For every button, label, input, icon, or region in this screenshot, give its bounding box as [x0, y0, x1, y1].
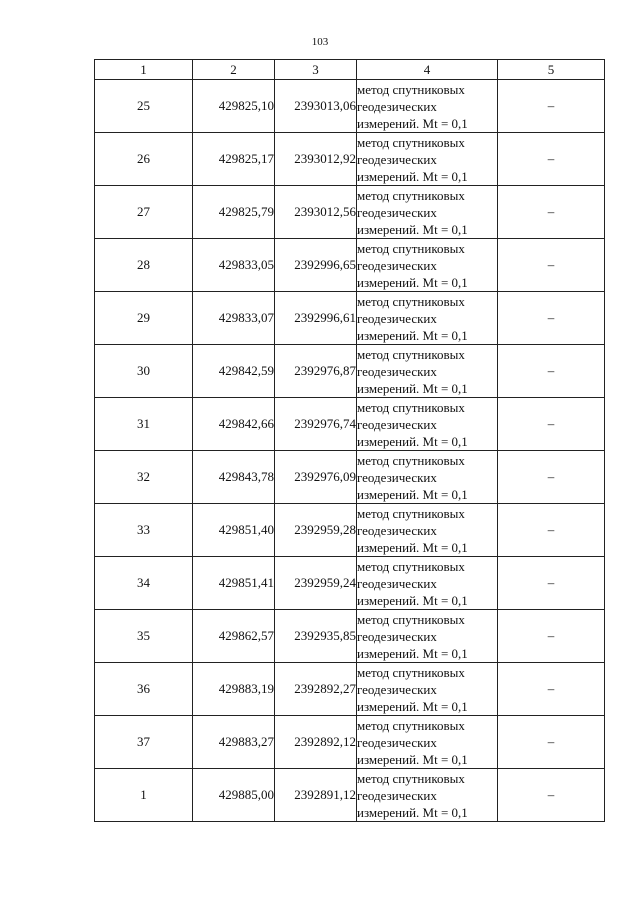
- method-line: геодезических: [357, 628, 437, 644]
- coord-x-cell: 429825,17: [193, 133, 275, 186]
- note-cell: –: [498, 769, 605, 822]
- note-cell: –: [498, 398, 605, 451]
- coord-y-cell: 2392996,65: [275, 239, 357, 292]
- note-cell: –: [498, 345, 605, 398]
- method-line: геодезических: [357, 204, 437, 220]
- note-cell: –: [498, 80, 605, 133]
- note-cell: –: [498, 716, 605, 769]
- method-line: метод спутниковых: [357, 240, 465, 256]
- method-line: геодезических: [357, 98, 437, 114]
- coord-x-cell: 429825,10: [193, 80, 275, 133]
- method-line: метод спутниковых: [357, 187, 465, 203]
- coordinates-table: [94, 59, 605, 822]
- note-cell: –: [498, 239, 605, 292]
- method-line: геодезических: [357, 522, 437, 538]
- note-cell: –: [498, 504, 605, 557]
- coord-y-cell: 2393013,06: [275, 80, 357, 133]
- coord-x-cell: 429843,78: [193, 451, 275, 504]
- table-row: [95, 345, 605, 398]
- point-number-cell: 33: [95, 504, 193, 557]
- coord-x-cell: 429862,57: [193, 610, 275, 663]
- table-row: [95, 610, 605, 663]
- point-number-cell: 32: [95, 451, 193, 504]
- coord-x-cell: 429883,27: [193, 716, 275, 769]
- table-row: [95, 716, 605, 769]
- method-cell: [357, 345, 498, 398]
- coord-x-cell: 429833,07: [193, 292, 275, 345]
- method-line: измерений. Mt = 0,1: [357, 433, 468, 449]
- method-line: измерений. Mt = 0,1: [357, 327, 468, 343]
- point-number-cell: 28: [95, 239, 193, 292]
- header-col-2: 2: [193, 60, 275, 80]
- coord-y-cell: 2392976,87: [275, 345, 357, 398]
- table-row: [95, 451, 605, 504]
- method-cell: [357, 133, 498, 186]
- coord-x-cell: 429825,79: [193, 186, 275, 239]
- coord-y-cell: 2392996,61: [275, 292, 357, 345]
- method-cell: [357, 451, 498, 504]
- method-line: геодезических: [357, 787, 437, 803]
- point-number-cell: 26: [95, 133, 193, 186]
- header-col-3: 3: [275, 60, 357, 80]
- header-row: [95, 60, 605, 80]
- table-row: [95, 133, 605, 186]
- page-number: 103: [311, 36, 329, 48]
- note-cell: –: [498, 451, 605, 504]
- coord-y-cell: 2392959,28: [275, 504, 357, 557]
- coord-y-cell: 2392892,12: [275, 716, 357, 769]
- method-cell: [357, 186, 498, 239]
- note-cell: –: [498, 557, 605, 610]
- method-cell: [357, 716, 498, 769]
- method-line: геодезических: [357, 575, 437, 591]
- method-line: измерений. Mt = 0,1: [357, 804, 468, 820]
- table-body: [95, 80, 605, 822]
- coord-x-cell: 429851,40: [193, 504, 275, 557]
- point-number-cell: 30: [95, 345, 193, 398]
- coord-x-cell: 429883,19: [193, 663, 275, 716]
- method-line: геодезических: [357, 681, 437, 697]
- method-line: измерений. Mt = 0,1: [357, 168, 468, 184]
- method-line: измерений. Mt = 0,1: [357, 539, 468, 555]
- method-line: метод спутниковых: [357, 134, 465, 150]
- coord-y-cell: 2393012,56: [275, 186, 357, 239]
- method-line: геодезических: [357, 310, 437, 326]
- method-cell: [357, 80, 498, 133]
- coord-y-cell: 2392976,09: [275, 451, 357, 504]
- method-line: геодезических: [357, 363, 437, 379]
- method-line: метод спутниковых: [357, 293, 465, 309]
- method-line: метод спутниковых: [357, 452, 465, 468]
- method-line: геодезических: [357, 257, 437, 273]
- method-line: метод спутниковых: [357, 346, 465, 362]
- coord-x-cell: 429833,05: [193, 239, 275, 292]
- method-line: измерений. Mt = 0,1: [357, 221, 468, 237]
- point-number-cell: 36: [95, 663, 193, 716]
- coord-x-cell: 429842,59: [193, 345, 275, 398]
- method-line: геодезических: [357, 469, 437, 485]
- point-number-cell: 35: [95, 610, 193, 663]
- table-row: [95, 239, 605, 292]
- method-cell: [357, 769, 498, 822]
- method-line: метод спутниковых: [357, 81, 465, 97]
- method-cell: [357, 557, 498, 610]
- method-line: геодезических: [357, 416, 437, 432]
- method-line: метод спутниковых: [357, 505, 465, 521]
- header-col-5: 5: [498, 60, 605, 80]
- coord-y-cell: 2392891,12: [275, 769, 357, 822]
- coord-x-cell: 429851,41: [193, 557, 275, 610]
- coord-y-cell: 2392959,24: [275, 557, 357, 610]
- method-line: метод спутниковых: [357, 558, 465, 574]
- method-line: измерений. Mt = 0,1: [357, 751, 468, 767]
- method-line: измерений. Mt = 0,1: [357, 698, 468, 714]
- method-line: измерений. Mt = 0,1: [357, 486, 468, 502]
- table-header: [95, 60, 605, 80]
- coord-x-cell: 429842,66: [193, 398, 275, 451]
- table-row: [95, 769, 605, 822]
- method-line: геодезических: [357, 151, 437, 167]
- method-line: метод спутниковых: [357, 770, 465, 786]
- table-row: [95, 186, 605, 239]
- method-line: измерений. Mt = 0,1: [357, 645, 468, 661]
- method-cell: [357, 292, 498, 345]
- table-row: [95, 504, 605, 557]
- note-cell: –: [498, 186, 605, 239]
- method-cell: [357, 504, 498, 557]
- coord-y-cell: 2392976,74: [275, 398, 357, 451]
- point-number-cell: 27: [95, 186, 193, 239]
- method-line: геодезических: [357, 734, 437, 750]
- method-line: измерений. Mt = 0,1: [357, 274, 468, 290]
- point-number-cell: 31: [95, 398, 193, 451]
- method-line: метод спутниковых: [357, 717, 465, 733]
- method-cell: [357, 610, 498, 663]
- point-number-cell: 29: [95, 292, 193, 345]
- method-line: измерений. Mt = 0,1: [357, 592, 468, 608]
- method-line: метод спутниковых: [357, 664, 465, 680]
- table-row: [95, 663, 605, 716]
- coord-y-cell: 2392892,27: [275, 663, 357, 716]
- method-cell: [357, 398, 498, 451]
- method-line: измерений. Mt = 0,1: [357, 380, 468, 396]
- point-number-cell: 25: [95, 80, 193, 133]
- table-row: [95, 292, 605, 345]
- coord-y-cell: 2393012,92: [275, 133, 357, 186]
- method-line: метод спутниковых: [357, 611, 465, 627]
- method-line: метод спутниковых: [357, 399, 465, 415]
- table-row: [95, 557, 605, 610]
- point-number-cell: 34: [95, 557, 193, 610]
- point-number-cell: 1: [95, 769, 193, 822]
- table-row: [95, 80, 605, 133]
- method-cell: [357, 663, 498, 716]
- method-cell: [357, 239, 498, 292]
- note-cell: –: [498, 663, 605, 716]
- note-cell: –: [498, 133, 605, 186]
- header-col-4: 4: [357, 60, 498, 80]
- method-line: измерений. Mt = 0,1: [357, 115, 468, 131]
- coord-x-cell: 429885,00: [193, 769, 275, 822]
- table-row: [95, 398, 605, 451]
- coord-y-cell: 2392935,85: [275, 610, 357, 663]
- point-number-cell: 37: [95, 716, 193, 769]
- note-cell: –: [498, 292, 605, 345]
- note-cell: –: [498, 610, 605, 663]
- header-col-1: 1: [95, 60, 193, 80]
